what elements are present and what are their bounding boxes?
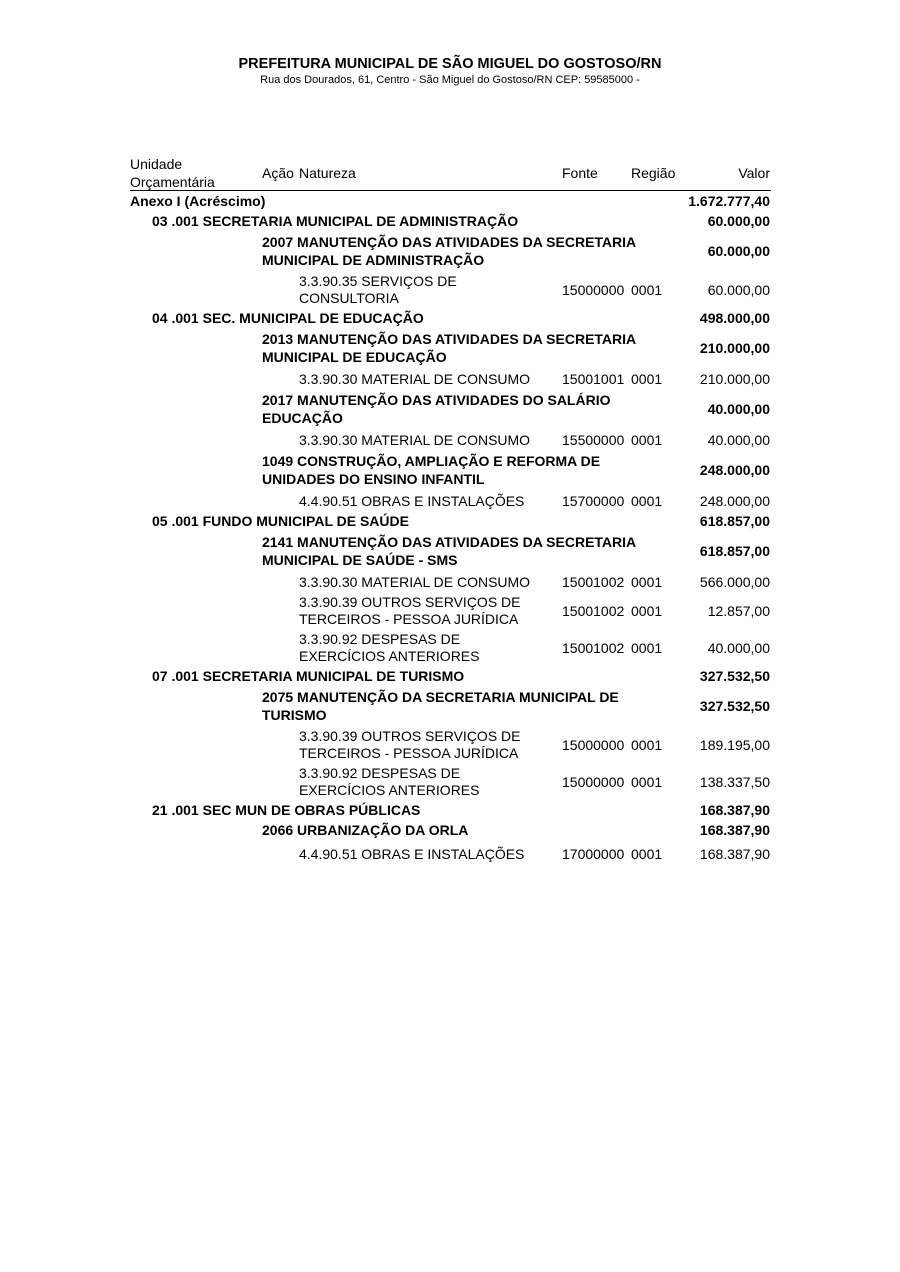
action-total: 618.857,00 bbox=[699, 543, 770, 559]
item-valor: 168.387,90 bbox=[699, 846, 770, 862]
unit-total: 618.857,00 bbox=[699, 513, 770, 529]
item-regiao: 0001 bbox=[631, 432, 663, 448]
action-label: 2017 MANUTENÇÃO DAS ATIVIDADES DO SALÁRIO bbox=[262, 392, 611, 408]
item-valor: 566.000,00 bbox=[699, 574, 770, 590]
unit-label: 04 .001 SEC. MUNICIPAL DE EDUCAÇÃO bbox=[152, 310, 424, 326]
item-fonte: 15001002 bbox=[562, 574, 625, 590]
item-fonte: 15500000 bbox=[562, 432, 625, 448]
item-fonte: 15700000 bbox=[562, 493, 625, 509]
item-valor: 248.000,00 bbox=[699, 493, 770, 509]
column-header-acao: Ação bbox=[262, 165, 294, 181]
item-natureza: 3.3.90.92 DESPESAS DE bbox=[299, 631, 461, 647]
item-natureza: 3.3.90.35 SERVIÇOS DE bbox=[299, 273, 457, 289]
item-natureza: EXERCÍCIOS ANTERIORES bbox=[299, 648, 480, 664]
unit-label: 21 .001 SEC MUN DE OBRAS PÚBLICAS bbox=[152, 802, 421, 818]
item-natureza: CONSULTORIA bbox=[299, 290, 399, 306]
item-regiao: 0001 bbox=[631, 493, 663, 509]
column-header-fonte: Fonte bbox=[562, 165, 598, 181]
item-natureza: 4.4.90.51 OBRAS E INSTALAÇÕES bbox=[299, 493, 525, 509]
item-regiao: 0001 bbox=[631, 603, 663, 619]
column-header-natureza: Natureza bbox=[299, 165, 356, 181]
header-divider bbox=[130, 190, 771, 191]
action-total: 168.387,90 bbox=[699, 822, 770, 838]
item-natureza: 3.3.90.30 MATERIAL DE CONSUMO bbox=[299, 432, 531, 448]
action-label: MUNICIPAL DE EDUCAÇÃO bbox=[262, 349, 447, 365]
action-label: UNIDADES DO ENSINO INFANTIL bbox=[262, 471, 485, 487]
action-total: 40.000,00 bbox=[707, 401, 770, 417]
item-natureza: TERCEIROS - PESSOA JURÍDICA bbox=[299, 745, 519, 761]
item-fonte: 15000000 bbox=[562, 737, 625, 753]
column-header-orcamentaria: Orçamentária bbox=[130, 174, 215, 190]
item-natureza: 3.3.90.39 OUTROS SERVIÇOS DE bbox=[299, 728, 521, 744]
item-regiao: 0001 bbox=[631, 282, 663, 298]
item-valor: 210.000,00 bbox=[699, 371, 770, 387]
item-regiao: 0001 bbox=[631, 737, 663, 753]
action-total: 327.532,50 bbox=[699, 698, 770, 714]
item-natureza: 3.3.90.39 OUTROS SERVIÇOS DE bbox=[299, 594, 521, 610]
column-header-regiao: Região bbox=[631, 165, 676, 181]
unit-total: 168.387,90 bbox=[699, 802, 770, 818]
item-regiao: 0001 bbox=[631, 371, 663, 387]
page-title: PREFEITURA MUNICIPAL DE SÃO MIGUEL DO GOSTOSO/RN bbox=[238, 56, 662, 72]
action-label: MUNICIPAL DE SAÚDE - SMS bbox=[262, 552, 458, 568]
item-natureza: TERCEIROS - PESSOA JURÍDICA bbox=[299, 611, 519, 627]
item-fonte: 15000000 bbox=[562, 282, 625, 298]
item-natureza: 3.3.90.30 MATERIAL DE CONSUMO bbox=[299, 371, 531, 387]
action-label: TURISMO bbox=[262, 707, 327, 723]
item-valor: 40.000,00 bbox=[707, 640, 770, 656]
action-label: 2013 MANUTENÇÃO DAS ATIVIDADES DA SECRETARIA bbox=[262, 331, 637, 347]
action-label: EDUCAÇÃO bbox=[262, 410, 343, 426]
action-label: 2075 MANUTENÇÃO DA SECRETARIA MUNICIPAL DE bbox=[262, 689, 619, 705]
item-regiao: 0001 bbox=[631, 574, 663, 590]
unit-total: 60.000,00 bbox=[707, 213, 770, 229]
action-total: 210.000,00 bbox=[699, 340, 770, 356]
address-line: Rua dos Dourados, 61, Centro - São Miguel do Gostoso/RN CEP: 59585000 - bbox=[260, 74, 640, 86]
item-valor: 60.000,00 bbox=[707, 282, 770, 298]
action-total: 60.000,00 bbox=[707, 243, 770, 259]
action-label: 2007 MANUTENÇÃO DAS ATIVIDADES DA SECRETARIA bbox=[262, 234, 637, 250]
item-fonte: 15001002 bbox=[562, 640, 625, 656]
item-regiao: 0001 bbox=[631, 774, 663, 790]
action-label: 2141 MANUTENÇÃO DAS ATIVIDADES DA SECRETARIA bbox=[262, 534, 637, 550]
action-total: 248.000,00 bbox=[699, 462, 770, 478]
item-valor: 138.337,50 bbox=[699, 774, 770, 790]
item-natureza: 3.3.90.30 MATERIAL DE CONSUMO bbox=[299, 574, 531, 590]
unit-label: 05 .001 FUNDO MUNICIPAL DE SAÚDE bbox=[152, 513, 409, 529]
unit-total: 498.000,00 bbox=[699, 310, 770, 326]
annex-total: 1.672.777,40 bbox=[688, 193, 770, 209]
item-natureza: 3.3.90.92 DESPESAS DE bbox=[299, 765, 461, 781]
action-label: 2066 URBANIZAÇÃO DA ORLA bbox=[262, 822, 469, 838]
item-fonte: 15001001 bbox=[562, 371, 625, 387]
item-valor: 189.195,00 bbox=[699, 737, 770, 753]
item-valor: 12.857,00 bbox=[707, 603, 770, 619]
annex-label: Anexo I (Acréscimo) bbox=[130, 193, 266, 209]
column-header-unidade: Unidade bbox=[130, 156, 183, 172]
item-natureza: 4.4.90.51 OBRAS E INSTALAÇÕES bbox=[299, 846, 525, 862]
item-valor: 40.000,00 bbox=[707, 432, 770, 448]
action-label: MUNICIPAL DE ADMINISTRAÇÃO bbox=[262, 252, 485, 268]
unit-total: 327.532,50 bbox=[699, 668, 770, 684]
item-regiao: 0001 bbox=[631, 640, 663, 656]
unit-label: 03 .001 SECRETARIA MUNICIPAL DE ADMINISTRAÇÃO bbox=[152, 213, 519, 229]
item-natureza: EXERCÍCIOS ANTERIORES bbox=[299, 782, 480, 798]
item-regiao: 0001 bbox=[631, 846, 663, 862]
action-label: 1049 CONSTRUÇÃO, AMPLIAÇÃO E REFORMA DE bbox=[262, 453, 601, 469]
item-fonte: 15000000 bbox=[562, 774, 625, 790]
column-header-valor: Valor bbox=[738, 165, 770, 181]
item-fonte: 17000000 bbox=[562, 846, 625, 862]
item-fonte: 15001002 bbox=[562, 603, 625, 619]
unit-label: 07 .001 SECRETARIA MUNICIPAL DE TURISMO bbox=[152, 668, 465, 684]
